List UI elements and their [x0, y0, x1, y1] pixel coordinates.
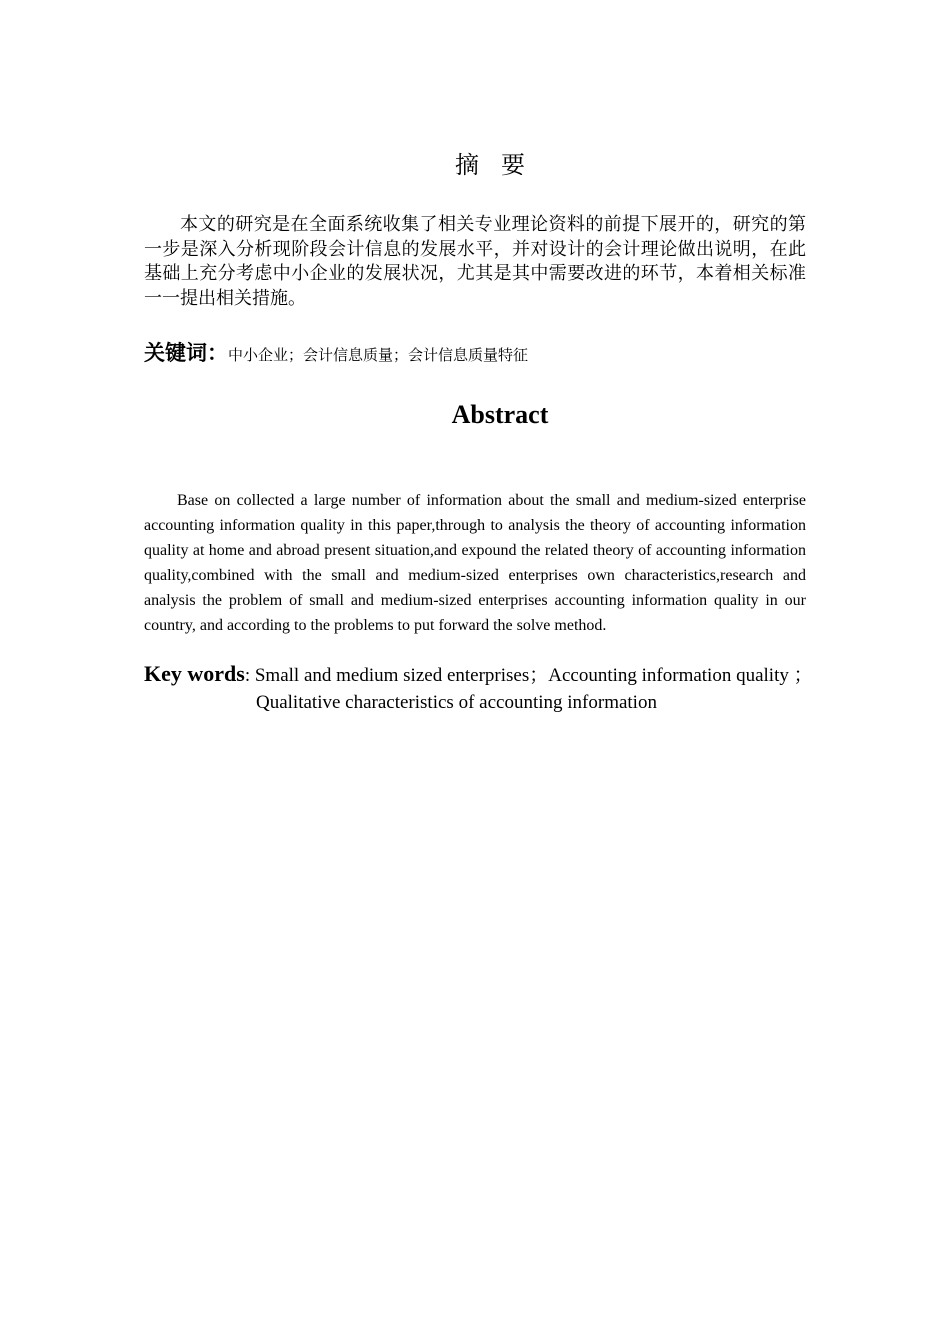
english-keywords-text-1: Small and medium sized enterprises；Accounting information quality ； — [250, 665, 813, 686]
english-abstract-title: Abstract — [451, 400, 549, 429]
chinese-abstract-body: 本文的研究是在全面系统收集了相关专业理论资料的前提下展开的，研究的第一步是深入分析现阶段会计信息的发展水平，并对设计的会计理论做出说明，在此基础上充分考虑中小企业的发展状况，尤其是其中需要改进的环节，本着相关标准一一提出相关措施。 — [144, 214, 806, 309]
chinese-keywords-text: 中小企业；会计信息质量；会计信息质量特征 — [228, 346, 529, 364]
english-keywords-label: Key words — [144, 661, 245, 686]
chinese-abstract-title: 摘要 — [455, 151, 547, 179]
chinese-keywords — [144, 339, 806, 369]
english-keywords-line-1 — [144, 660, 813, 691]
english-keywords-colon: : — [244, 665, 251, 686]
chinese-keywords-label: 关键词： — [144, 341, 228, 365]
english-keywords — [144, 660, 813, 715]
english-abstract-body: Base on collected a large number of information about the small and medium-sized enterprise accounting information quality in this paper,through to analysis the theory of accounting information quality at home and abroad present situation,and expound the related theory of accounting information quality,combined with the small and medium-sized enterprises own characteristics,research and analysis the problem of small and medium-sized enterprises accounting information quality in our country, and according to the problems to put forward the solve method. — [144, 492, 806, 634]
english-keywords-text-2: Qualitative characteristics of accounting information — [256, 692, 657, 713]
